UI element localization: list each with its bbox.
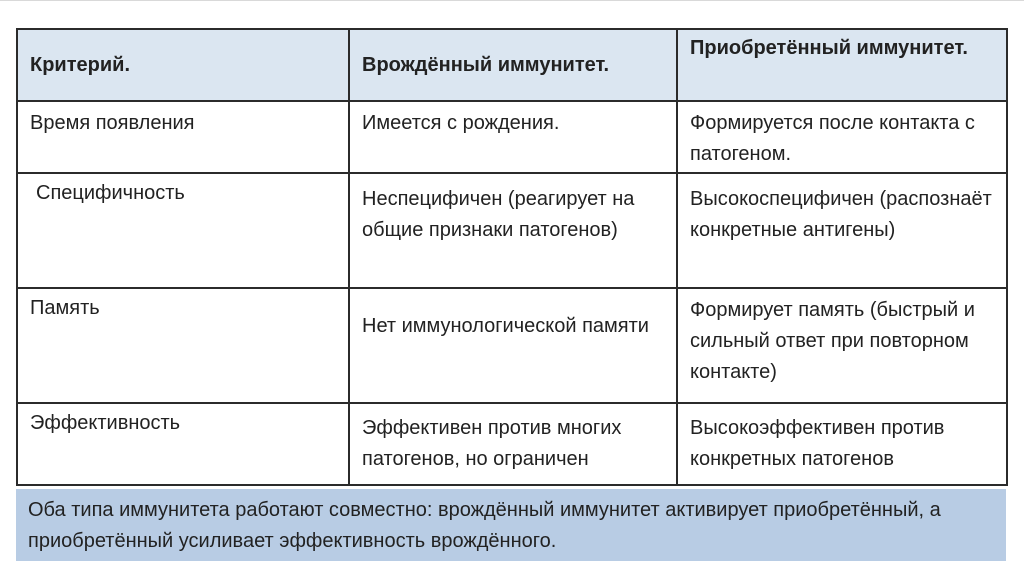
innate-text: Неспецифичен (реагирует на общие признаки патогенов)	[362, 188, 635, 241]
criterion-text: Память	[30, 297, 100, 319]
table-row	[17, 288, 1007, 403]
acquired-cell	[677, 288, 1007, 403]
criterion-text: Специфичность	[36, 182, 185, 204]
acquired-cell	[677, 101, 1007, 173]
header-criterion	[17, 29, 349, 101]
acquired-text: Высокоэффективен против конкретных патогенов	[690, 417, 945, 470]
criterion-cell	[17, 101, 349, 173]
acquired-text: Формируется после контакта с патогеном.	[690, 112, 975, 165]
acquired-text: Высокоспецифичен (распознаёт конкретные антигены)	[690, 188, 992, 241]
innate-cell	[349, 173, 677, 288]
header-acquired	[677, 29, 1007, 101]
table-header	[17, 29, 1007, 101]
header-criterion-label: Критерий.	[30, 54, 130, 76]
header-innate	[349, 29, 677, 101]
acquired-text: Формирует память (быстрый и сильный ответ при повторном контакте)	[690, 299, 975, 383]
table-body	[17, 101, 1007, 485]
header-innate-label: Врождённый иммунитет.	[362, 54, 610, 76]
innate-text: Эффективен против многих патогенов, но ограничен	[362, 417, 622, 470]
criterion-text: Эффективность	[30, 412, 181, 434]
summary-note	[16, 489, 1006, 561]
immunity-comparison-table	[16, 28, 1008, 486]
header-acquired-label: Приобретённый иммунитет.	[690, 37, 968, 59]
criterion-cell	[17, 173, 349, 288]
summary-note-text: Оба типа иммунитета работают совместно: врождённый иммунитет активирует приобретённый, а приобретённый усиливает эффективность врождённого.	[28, 499, 941, 552]
innate-cell	[349, 288, 677, 403]
innate-text: Имеется с рождения.	[362, 112, 560, 134]
table-row	[17, 403, 1007, 485]
criterion-cell	[17, 403, 349, 485]
table-row	[17, 173, 1007, 288]
innate-text: Нет иммунологической памяти	[362, 315, 649, 337]
criterion-cell	[17, 288, 349, 403]
criterion-text: Время появления	[30, 112, 195, 134]
innate-cell	[349, 101, 677, 173]
slide-top-divider	[0, 0, 1024, 1]
innate-cell	[349, 403, 677, 485]
header-row	[17, 29, 1007, 101]
acquired-cell	[677, 173, 1007, 288]
acquired-cell	[677, 403, 1007, 485]
table-row	[17, 101, 1007, 173]
